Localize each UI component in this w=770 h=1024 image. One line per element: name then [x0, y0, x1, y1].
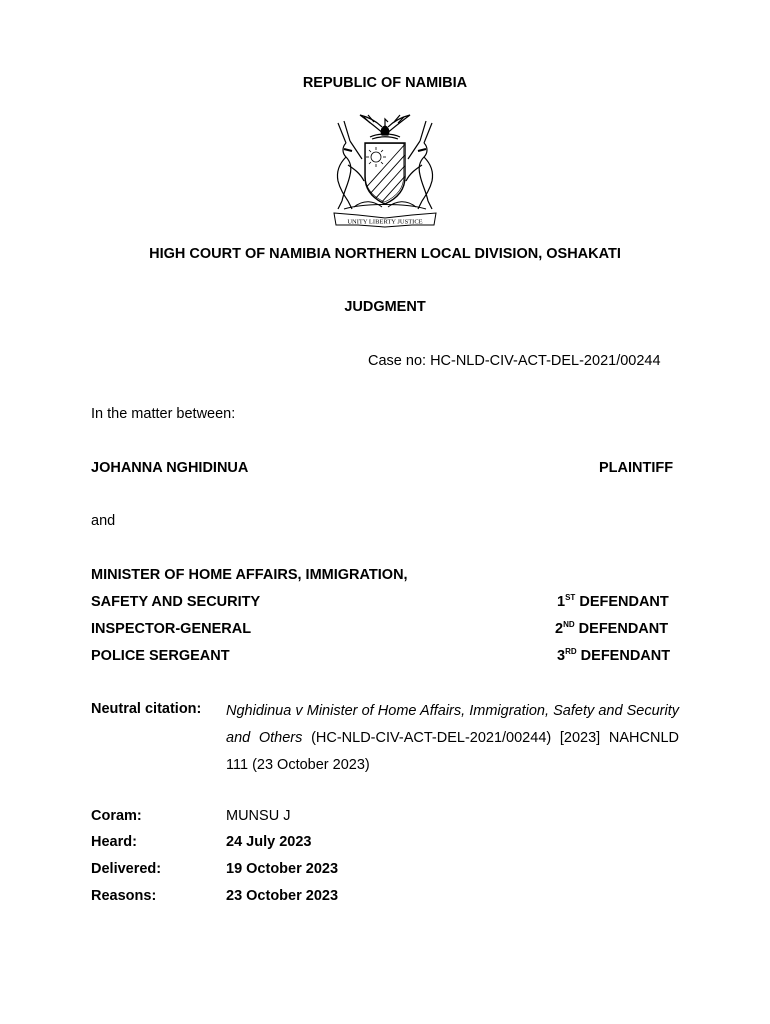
defendant2-name: INSPECTOR-GENERAL — [91, 621, 252, 637]
defendant-word: DEFENDANT — [580, 648, 671, 664]
defendant-word: DEFENDANT — [578, 621, 669, 637]
heard-value: 24 July 2023 — [226, 834, 312, 850]
citation-text — [226, 698, 679, 779]
defendant1-role — [557, 594, 669, 610]
defendant1-name-line2: SAFETY AND SECURITY — [91, 594, 261, 610]
court-heading: HIGH COURT OF NAMIBIA NORTHERN LOCAL DIVISION, OSHAKATI — [149, 246, 621, 262]
republic-heading: REPUBLIC OF NAMIBIA — [302, 75, 468, 91]
ordinal-suffix: RD — [565, 647, 577, 656]
ordinal-number: 3 — [557, 648, 566, 664]
defendant2-role — [555, 621, 668, 637]
matter-intro: In the matter between: — [91, 406, 236, 422]
citation-case-name: Nghidinua v Minister of Home Affairs, Immigration, Safety and Security and Others — [226, 703, 679, 746]
citation-reference: (HC-NLD-CIV-ACT-DEL-2021/00244) [2023] NAHCNLD 111 (23 October 2023) — [226, 730, 679, 773]
delivered-label: Delivered: — [91, 861, 162, 877]
plaintiff-role: PLAINTIFF — [599, 460, 674, 476]
reasons-label: Reasons: — [91, 888, 157, 904]
ordinal-number: 1 — [557, 594, 566, 610]
ordinal-suffix: ND — [563, 620, 575, 629]
delivered-value: 19 October 2023 — [226, 861, 339, 877]
ordinal-suffix: ST — [565, 593, 576, 602]
coram-label: Coram: — [91, 808, 142, 824]
document-type: JUDGMENT — [344, 299, 426, 315]
defendant3-name: POLICE SERGEANT — [91, 648, 230, 664]
ordinal-number: 2 — [555, 621, 564, 637]
reasons-value: 23 October 2023 — [226, 888, 339, 904]
and-separator: and — [91, 513, 116, 529]
defendant3-role — [557, 648, 670, 664]
coram-value: MUNSU J — [226, 808, 291, 824]
defendant1-name-line1: MINISTER OF HOME AFFAIRS, IMMIGRATION, — [91, 567, 408, 583]
heard-label: Heard: — [91, 834, 137, 850]
crest-motto: UNITY LIBERTY JUSTICE — [347, 218, 423, 226]
namibia-coat-of-arms-icon — [324, 105, 446, 229]
plaintiff-name: JOHANNA NGHIDINUA — [91, 460, 249, 476]
citation-label: Neutral citation: — [91, 701, 202, 717]
defendant-word: DEFENDANT — [579, 594, 669, 610]
case-number: Case no: HC-NLD-CIV-ACT-DEL-2021/00244 — [368, 353, 661, 369]
